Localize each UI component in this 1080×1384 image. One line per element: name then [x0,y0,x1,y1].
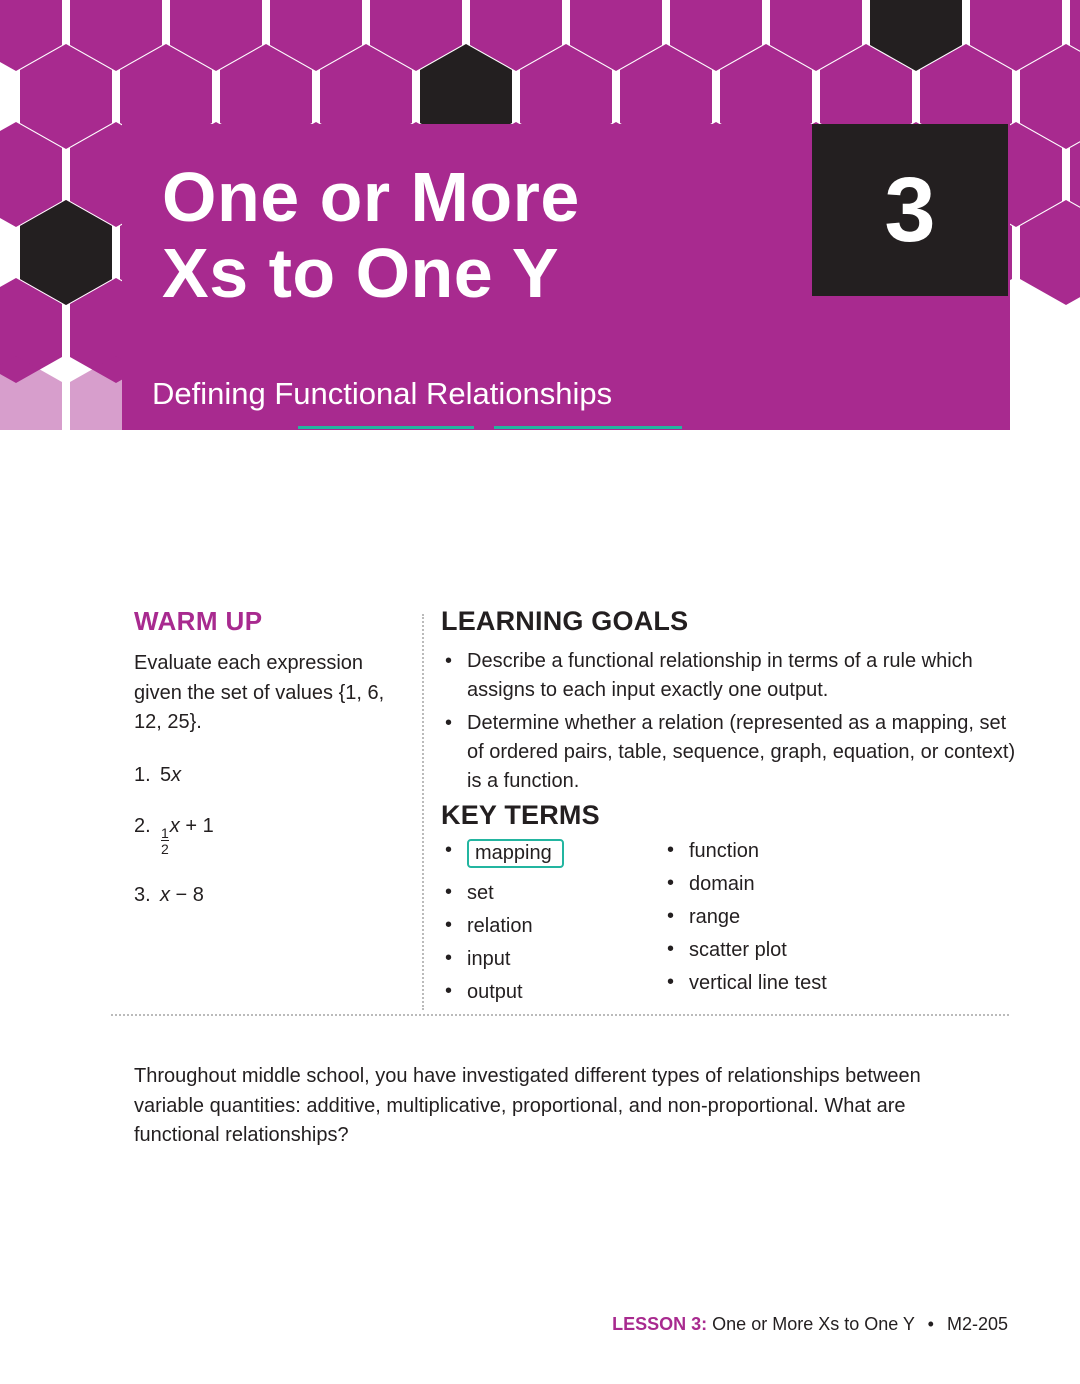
warm-up-section [134,606,396,935]
key-terms-list-1 [441,841,659,1002]
warm-up-item-2-expression: $\frac{1}{2}$ x + 1 [161,814,214,858]
key-terms-columns [441,841,1016,1015]
footer-lesson-label: LESSON 3: [612,1314,708,1334]
page-title [162,160,822,311]
warm-up-instructions: Evaluate each expression given the set of values {1, 6, 12, 25}. [134,652,385,734]
warm-up-heading: WARM UP [134,606,263,636]
key-term-item-scatter-plot: • scatter plot [663,940,923,960]
column-divider [422,614,425,1010]
key-term-item-relation: • relation [441,916,659,936]
key-terms-column-2 [659,841,923,1015]
key-terms-heading: KEY TERMS [441,800,600,830]
key-term-item-function: • function [663,841,923,861]
key-terms-column-1 [441,841,659,1015]
key-term-item-domain: • domain [663,874,923,894]
key-term-item-set: • set [441,883,659,903]
page-subtitle: Defining Functional Relationships [152,376,613,411]
lesson-number-badge [812,124,1008,296]
learning-goals-heading: LEARNING GOALS [441,606,689,636]
footer-separator: • [927,1314,934,1334]
page-title-line1: One or More [162,158,580,236]
learning-goal-item: • Describe a functional relationship in terms of a rule which assigns to each input exactly one output. [441,647,1016,705]
key-term-item-output: • output [441,982,659,1002]
footer-lesson-title: One or More Xs to One Y [712,1314,915,1334]
warm-up-item-3-expression: x − 8 [160,884,204,907]
warm-up-item-3-number: 3. [134,884,151,907]
warm-up-item-1 [134,764,396,787]
lesson-number-text: 3 [884,159,936,261]
learning-goals-section [441,606,1016,1015]
page-footer [0,1314,1080,1335]
footer-page-number: M2-205 [946,1314,1008,1334]
warm-up-item-1-expression: 5x [160,763,182,786]
subtitle-underline-2 [494,426,682,429]
learning-goals-list [441,647,1016,796]
subtitle-underline-1 [298,426,474,429]
page-title-line2: Xs to One Y [162,233,560,312]
warm-up-item-2-number: 2. [134,814,151,837]
key-terms-list-2 [663,841,923,993]
key-term-item-input: • input [441,949,659,969]
learning-goal-item: • Determine whether a relation (represented as a mapping, set of ordered pairs, table, sequence, graph, equation, or context) is a function. [441,709,1016,796]
intro-paragraph: Throughout middle school, you have investigated different types of relationships between variable quantities: additive, multiplicative, proportional, and non-proportional. What are functional relationships? [134,1065,921,1147]
warm-up-item-1-number: 1. [134,763,151,786]
key-term-item-mapping [441,841,659,870]
key-term-item-vertical-line-test: • vertical line test [663,973,923,993]
key-term-highlight: mapping [467,839,564,868]
key-term-item-range: • range [663,907,923,927]
warm-up-item-2 [134,815,396,856]
warm-up-item-3 [134,884,396,907]
